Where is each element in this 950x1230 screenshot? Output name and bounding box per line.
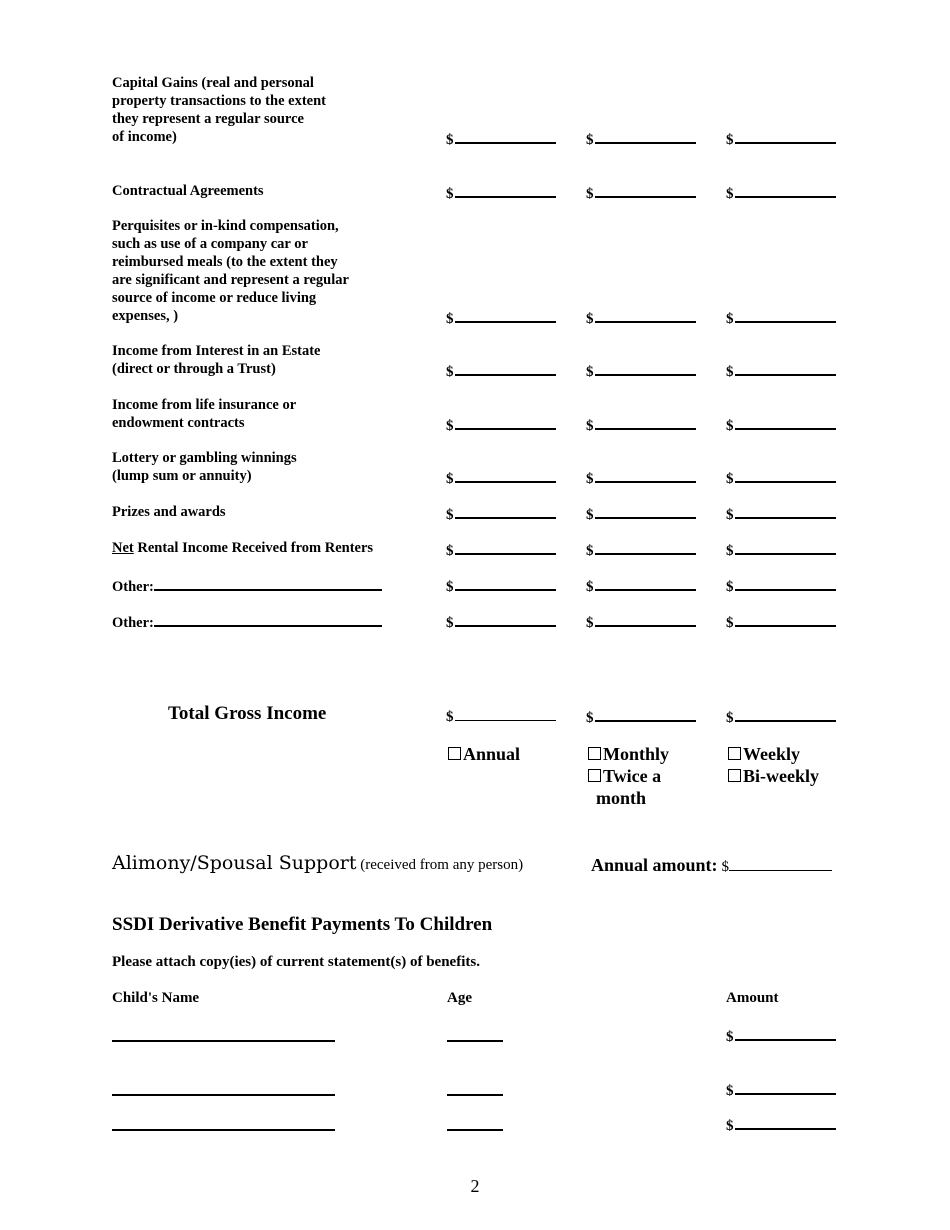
other-label: Other:	[112, 615, 154, 631]
page-number: 2	[470, 1176, 480, 1196]
age-header: Age	[447, 990, 472, 1006]
life-insurance-amount-2[interactable]: $	[586, 414, 696, 435]
perquisites-amount-3[interactable]: $	[726, 307, 836, 328]
estate-amount-2[interactable]: $	[586, 360, 696, 381]
total-annual-amount[interactable]: $	[446, 706, 556, 726]
net-rental-label: Net Rental Income Received from Renters	[112, 540, 374, 556]
total-gross-income-label: Total Gross Income	[168, 703, 327, 724]
other-description-field[interactable]	[154, 611, 382, 627]
other1-amount-1[interactable]: $	[446, 575, 556, 596]
other2-amount-2[interactable]: $	[586, 611, 696, 632]
ssdi-instruction: Please attach copy(ies) of current statement(s) of benefits.	[112, 954, 480, 970]
ssdi-heading: SSDI Derivative Benefit Payments To Children	[112, 914, 493, 935]
lottery-label: Lottery or gambling winnings (lump sum or annuity)	[112, 450, 297, 484]
monthly-option-group: Monthly Twice a month	[588, 743, 669, 809]
checkbox-icon	[728, 747, 741, 760]
net-rental-amount-3[interactable]: $	[726, 539, 836, 560]
contractual-agreements-label: Contractual Agreements	[112, 183, 264, 199]
child-amount-field[interactable]: $	[726, 1114, 836, 1135]
other1-amount-3[interactable]: $	[726, 575, 836, 596]
estate-income-label: Income from Interest in an Estate (direct or through a Trust)	[112, 343, 321, 377]
life-insurance-amount-1[interactable]: $	[446, 414, 556, 435]
alimony-amount-row: Annual amount: $	[591, 855, 832, 876]
prizes-amount-3[interactable]: $	[726, 503, 836, 524]
child-amount-field[interactable]: $	[726, 1079, 836, 1100]
other2-amount-3[interactable]: $	[726, 611, 836, 632]
other-description-field[interactable]	[154, 575, 382, 591]
net-rental-amount-1[interactable]: $	[446, 539, 556, 560]
estate-amount-1[interactable]: $	[446, 360, 556, 381]
child-age-field[interactable]	[447, 1129, 503, 1131]
total-weekly-amount[interactable]: $	[726, 706, 836, 727]
other1-amount-2[interactable]: $	[586, 575, 696, 596]
capital-gains-label: Capital Gains (real and personal property transactions to the extent they represent a regular source of income)	[112, 75, 326, 145]
contractual-amount-3[interactable]: $	[726, 182, 836, 203]
checkbox-icon	[728, 769, 741, 782]
lottery-amount-1[interactable]: $	[446, 467, 556, 488]
amount-header: Amount	[726, 990, 779, 1006]
biweekly-checkbox[interactable]: Bi-weekly	[728, 765, 819, 787]
capital-gains-amount-3[interactable]: $	[726, 128, 836, 149]
other2-amount-1[interactable]: $	[446, 611, 556, 632]
child-name-field[interactable]	[112, 1129, 335, 1131]
estate-amount-3[interactable]: $	[726, 360, 836, 381]
perquisites-amount-2[interactable]: $	[586, 307, 696, 328]
checkbox-icon	[588, 747, 601, 760]
lottery-amount-3[interactable]: $	[726, 467, 836, 488]
alimony-heading	[112, 852, 523, 874]
checkbox-icon	[588, 769, 601, 782]
contractual-amount-1[interactable]: $	[446, 182, 556, 203]
monthly-checkbox[interactable]: Monthly	[588, 743, 669, 765]
prizes-amount-1[interactable]: $	[446, 503, 556, 524]
alimony-title: Alimony/Spousal Support	[112, 852, 357, 874]
alimony-amount-field[interactable]	[729, 856, 832, 871]
life-insurance-amount-3[interactable]: $	[726, 414, 836, 435]
prizes-label: Prizes and awards	[112, 504, 226, 520]
lottery-amount-2[interactable]: $	[586, 467, 696, 488]
capital-gains-amount-1[interactable]: $	[446, 128, 556, 149]
child-name-field[interactable]	[112, 1040, 335, 1042]
other-row-2	[112, 611, 442, 632]
checkbox-icon	[448, 747, 461, 760]
net-rental-amount-2[interactable]: $	[586, 539, 696, 560]
annual-checkbox[interactable]: Annual	[448, 743, 520, 765]
child-age-field[interactable]	[447, 1094, 503, 1096]
perquisites-amount-1[interactable]: $	[446, 307, 556, 328]
contractual-amount-2[interactable]: $	[586, 182, 696, 203]
other-label: Other:	[112, 579, 154, 595]
weekly-option-group	[728, 743, 819, 787]
annual-amount-label: Annual amount:	[591, 855, 718, 875]
life-insurance-label: Income from life insurance or endowment contracts	[112, 397, 297, 431]
child-name-field[interactable]	[112, 1094, 335, 1096]
capital-gains-amount-2[interactable]: $	[586, 128, 696, 149]
other-row-1	[112, 575, 442, 596]
child-age-field[interactable]	[447, 1040, 503, 1042]
prizes-amount-2[interactable]: $	[586, 503, 696, 524]
total-monthly-amount[interactable]: $	[586, 706, 696, 727]
weekly-checkbox[interactable]: Weekly	[728, 743, 819, 765]
alimony-note: (received from any person)	[356, 857, 524, 873]
child-amount-field[interactable]: $	[726, 1025, 836, 1046]
perquisites-label: Perquisites or in-kind compensation, such as use of a company car or reimbursed meals (to the extent they are significant and represent a regular source of income or reduce living expenses, )	[112, 218, 349, 324]
childs-name-header: Child's Name	[112, 990, 200, 1006]
twice-a-month-checkbox[interactable]: Twice a	[588, 765, 669, 787]
